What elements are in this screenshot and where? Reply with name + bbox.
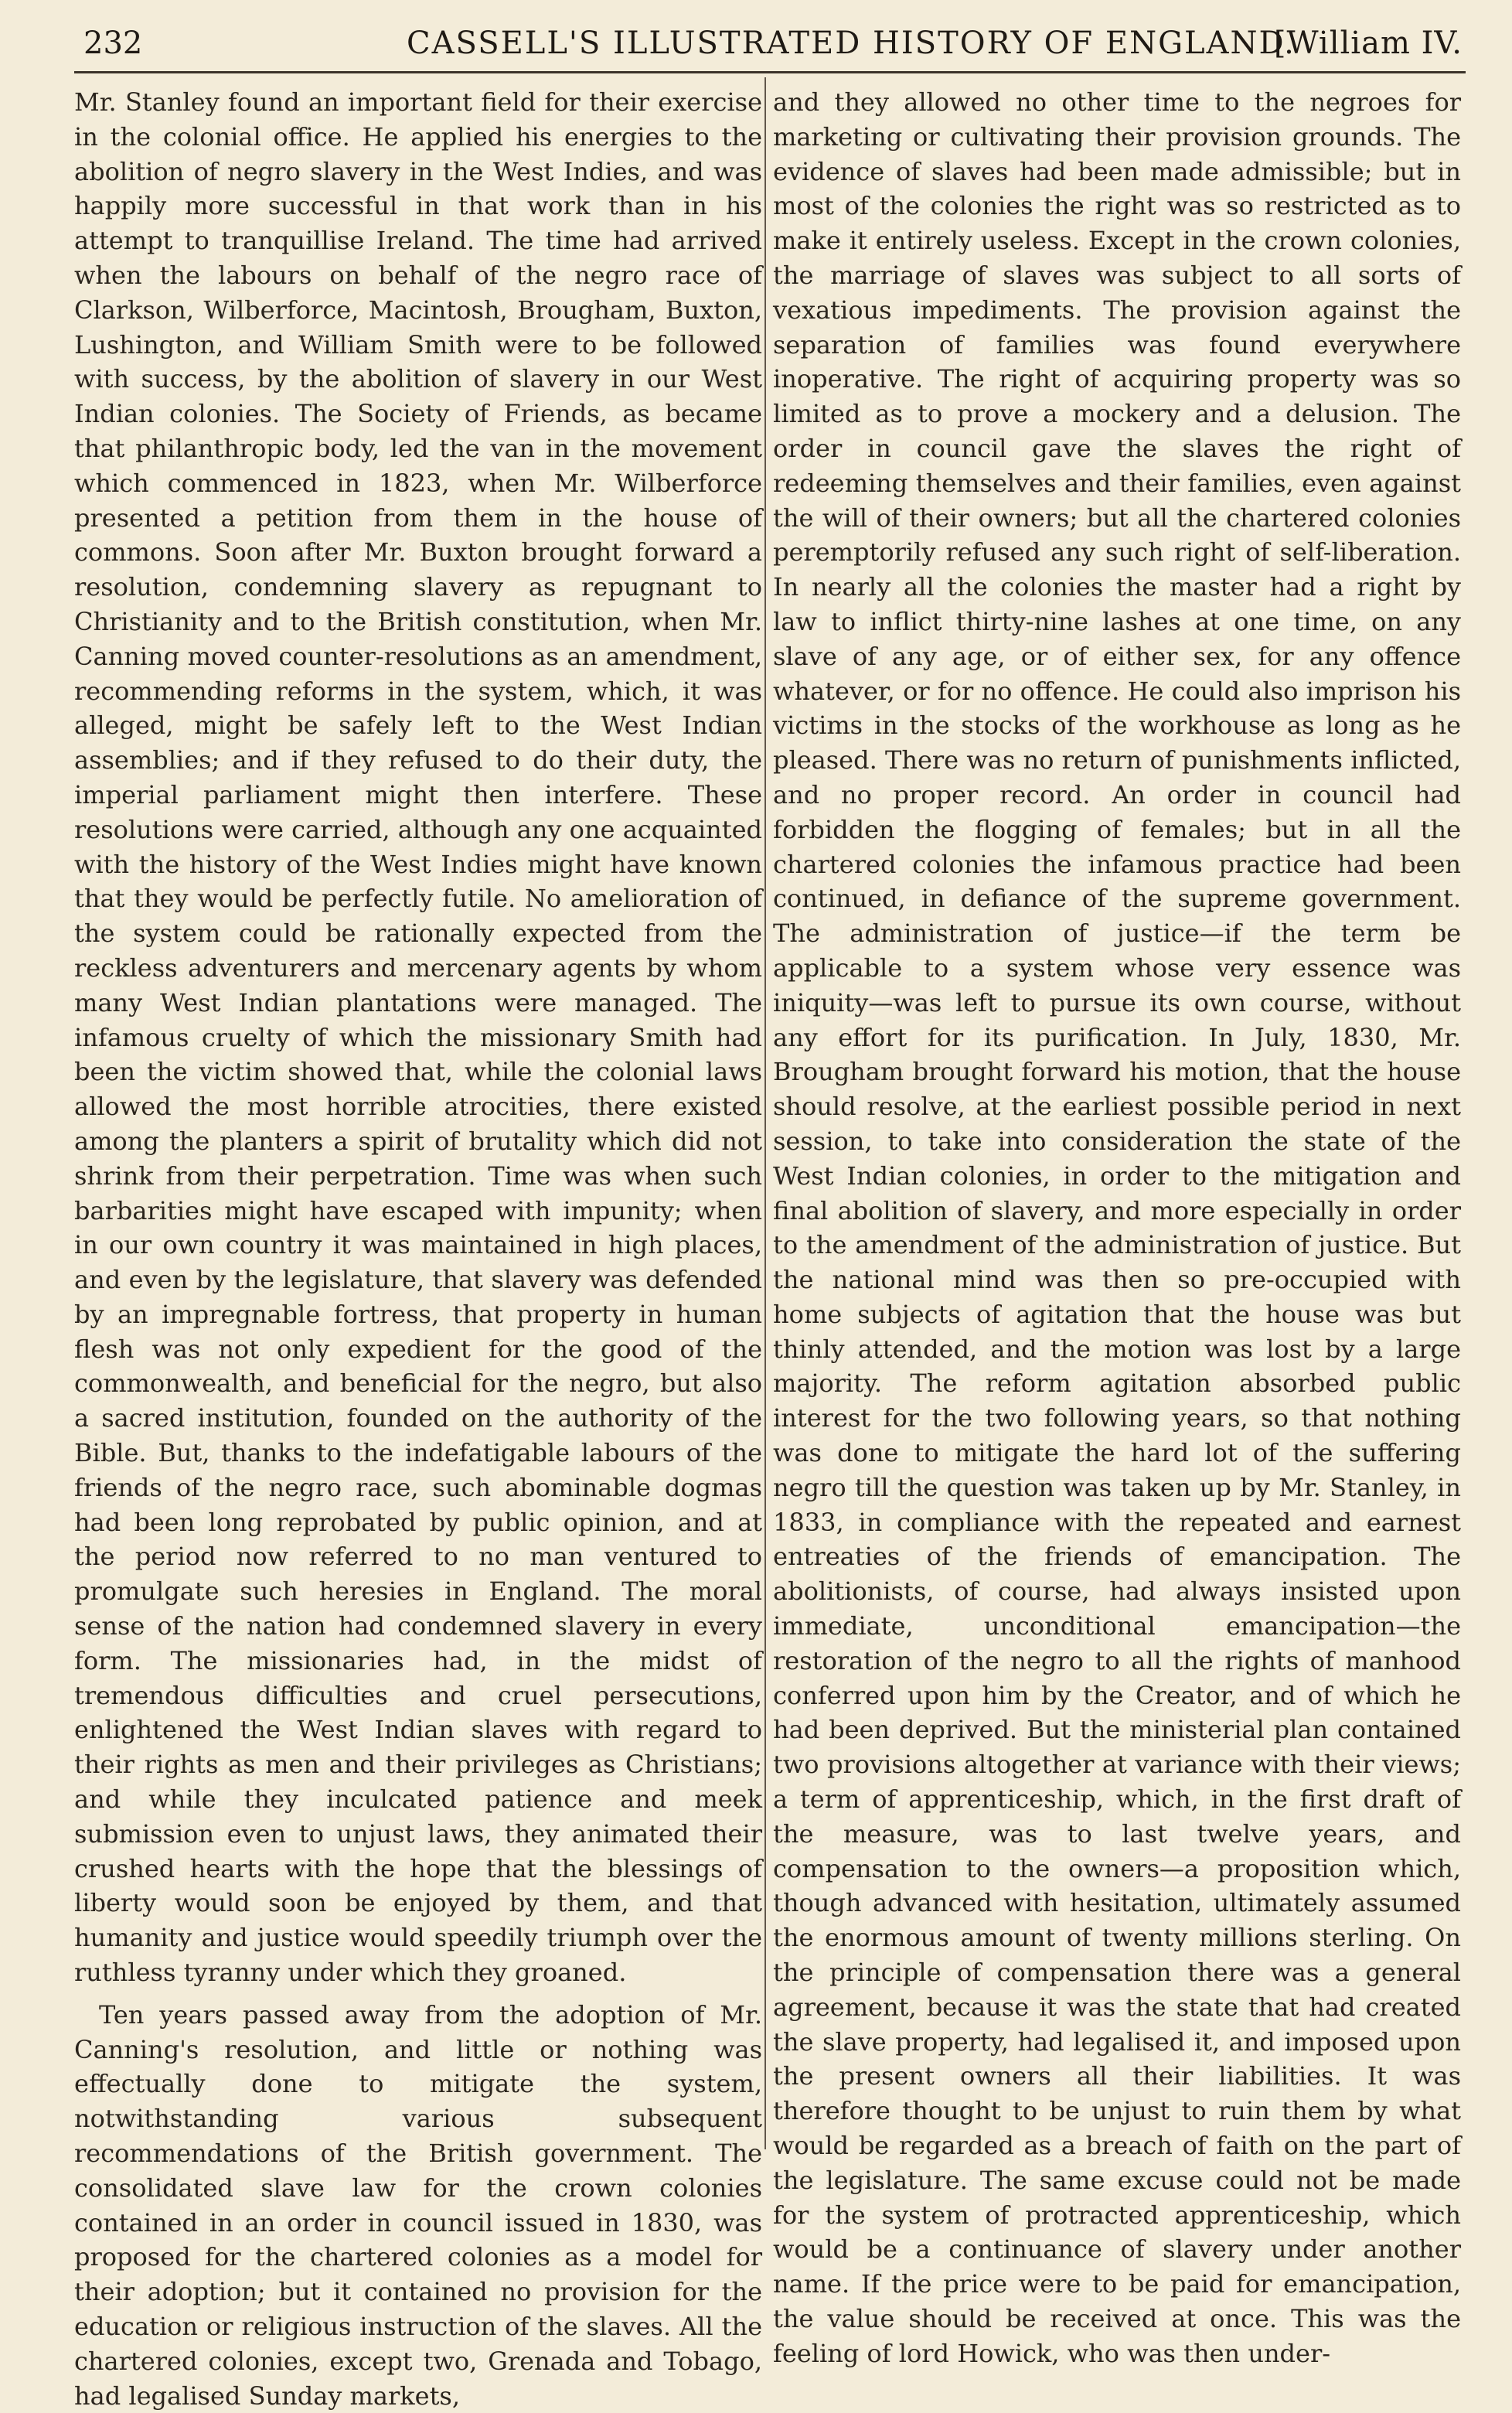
column-divider bbox=[765, 77, 766, 2149]
right-column bbox=[773, 85, 1461, 2368]
paragraph: Ten years passed away from the adoption of Mr. Canning's resolution, and little or nothing was effectually done to mitigate the system, notwithstanding various subsequent recommendations of the British government. The consolidated slave law for the crown colonies contained in an order in council issued in 1830, was proposed for the chartered colonies as a model for their adoption; but it contained no provision for the education or religious instruction of the slaves. All the chartered colonies, except two, Grenada and Tobago, had legalised Sunday markets, bbox=[74, 1999, 762, 2411]
left-column bbox=[74, 85, 762, 2411]
page-number: 232 bbox=[83, 26, 143, 61]
section-label: [William IV. bbox=[1273, 26, 1463, 61]
header-rule bbox=[74, 71, 1466, 73]
paragraph: and they allowed no other time to the negroes for marketing or cultivating their provision grounds. The evidence of slaves had been made admissible; but in most of the colonies the right was so restricted as to make it entirely useless. Except in the crown colonies, the marriage of slaves was subject to all sorts of vexatious impediments. The provision against the separation of families was found everywhere inoperative. The right of acquiring property was so limited as to prove a mockery and a delusion. The order in council gave the slaves the right of redeeming themselves and their families, even against the will of their owners; but all the chartered colonies peremptorily refused any such right of self-liberation. In nearly all the colonies the master had a right by law to inflict thirty-nine lashes at one time, on any slave of any age, or of either sex, for any offence whatever, or for no offence. He could also imprison his victims in the stocks of the workhouse as long as he pleased. There was no return of punishments inflicted, and no proper record. An order in council had forbidden the flogging of females; but in all the chartered colonies the infamous practice had been continued, in defiance of the supreme government. The administration of justice—if the term be applicable to a system whose very essence was iniquity—was left to pursue its own course, without any effort for its purification. In July, 1830, Mr. Brougham brought forward his motion, that the house should resolve, at the earliest possible period in next session, to take into consideration the state of the West Indian colonies, in order to the mitigation and final abolition of slavery, and more especially in order to the amendment of the administration of justice. But the national mind was then so pre-occupied with home subjects of agitation that the house was but thinly attended, and the motion was lost by a large majority. The reform agitation absorbed public interest for the two following years, so that nothing was done to mitigate the hard lot of the suffering negro till the question was taken up by Mr. Stanley, in 1833, in compliance with the repeated and earnest entreaties of the friends of emancipation. The abolitionists, of course, had always insisted upon immediate, unconditional emancipation—the restoration of the negro to all the rights of manhood conferred upon him by the Creator, and of which he had been deprived. But the ministerial plan contained two provisions altogether at variance with their views; a term of apprenticeship, which, in the first draft of the measure, was to last twelve years, and compensation to the owners—a proposition which, though advanced with hesitation, ultimately assumed the enormous amount of twenty millions sterling. On the principle of compensation there was a general agreement, because it was the state that had created the slave property, had legalised it, and imposed upon the present owners all their liabilities. It was therefore thought to be unjust to ruin them by what would be regarded as a breach of faith on the part of the legislature. The same excuse could not be made for the system of protracted apprenticeship, which would be a continuance of slavery under another name. If the price were to be paid for emancipation, the value should be received at once. This was the feeling of lord Howick, who was then under- bbox=[773, 87, 1461, 2368]
page-header bbox=[74, 22, 1466, 65]
paragraph: Mr. Stanley found an important field for their exercise in the colonial office. He applied his energies to the abolition of negro slavery in the West Indies, and was happily more successful in that work than in his attempt to tranquillise Ireland. The time had arrived when the labours on behalf of the negro race of Clarkson, Wilberforce, Macintosh, Brougham, Buxton, Lushington, and William Smith were to be followed with success, by the abolition of slavery in our West Indian colonies. The Society of Friends, as became that philanthropic body, led the van in the movement which commenced in 1823, when Mr. Wilberforce presented a petition from them in the house of commons. Soon after Mr. Buxton brought forward a resolution, condemning slavery as repugnant to Christianity and to the British constitution, when Mr. Canning moved counter-resolutions as an amendment, recommending reforms in the system, which, it was alleged, might be safely left to the West Indian assemblies; and if they refused to do their duty, the imperial parliament might then interfere. These resolutions were carried, although any one acquainted with the history of the West Indies might have known that they would be perfectly futile. No amelioration of the system could be rationally expected from the reckless adventurers and mercenary agents by whom many West Indian plantations were managed. The infamous cruelty of which the missionary Smith had been the victim showed that, while the colonial laws allowed the most horrible atrocities, there existed among the planters a spirit of brutality which did not shrink from their perpetration. Time was when such barbarities might have escaped with impunity; when in our own country it was maintained in high places, and even by the legislature, that slavery was defended by an impregnable fortress, that property in human flesh was not only expedient for the good of the commonwealth, and beneficial for the negro, but also a sacred institution, founded on the authority of the Bible. But, thanks to the indefatigable labours of the friends of the negro race, such abominable dogmas had been long reprobated by public opinion, and at the period now referred to no man ventured to promulgate such heresies in England. The moral sense of the nation had condemned slavery in every form. The missionaries had, in the midst of tremendous difficulties and cruel persecutions, enlightened the West Indian slaves with regard to their rights as men and their privileges as Christians; and while they inculcated patience and meek submission even to unjust laws, they animated their crushed hearts with the hope that the blessings of liberty would soon be enjoyed by them, and that humanity and justice would speedily triumph over the ruthless tyranny under which they groaned. bbox=[74, 87, 762, 1988]
running-title: CASSELL'S ILLUSTRATED HISTORY OF ENGLAND. bbox=[407, 26, 1296, 61]
